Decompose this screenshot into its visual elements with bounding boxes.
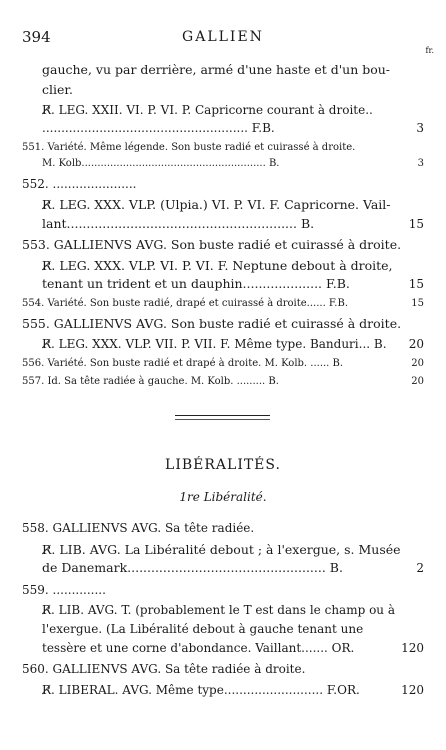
text-line: lant.......................................................... B. 15 [42, 216, 424, 231]
text-line: 558. GALLIENVS AVG. Sa tête radiée. [22, 521, 255, 535]
text-line: R̸. LEG. XXX. VLP. VII. P. VII. F. Même type. Banduri... B. 20 [42, 337, 424, 351]
text-line: ...................................................... F.B. 3 [42, 121, 424, 135]
text-line: 557. Id. Sa tête radiée à gauche. M. Kolb. ......... B. 20 [22, 376, 424, 387]
text-line: 553. GALLIENVS AVG. Son buste radié et cuirassé à droite. [22, 237, 402, 252]
section-subtitle: 1re Libéralité. [179, 490, 267, 504]
text-line: de Danemark.................................................. B. 2 [42, 560, 424, 575]
text-line: tenant un trident et un dauphin.................... F.B. 15 [42, 276, 424, 291]
text-line: gauche, vu par derrière, armé d'une haste et d'un bou- [42, 62, 391, 77]
section-title: LIBÉRALITÉS. [165, 457, 281, 473]
text-line: 551. Variété. Même légende. Son buste radié et cuirassé à droite. [22, 142, 356, 153]
running-head: GALLIEN [182, 29, 264, 45]
separator-rule [175, 415, 270, 416]
text-line: R̸. LEG. XXX. VLP. VI. P. VI. F. Neptune debout à droite, [42, 258, 393, 273]
text-line: R̸. LIB. AVG. La Libéralité debout ; à l'exergue, s. Musée [42, 542, 401, 557]
text-line: 560. GALLIENVS AVG. Sa tête radiée à droite. [22, 662, 306, 676]
text-line: 552. ...................... [22, 177, 137, 191]
text-line: R̸. LIBERAL. AVG. Même type.......................... F.OR. 120 [42, 683, 424, 697]
text-line: 559. .............. [22, 583, 106, 597]
column-head: fr. [425, 46, 434, 55]
text-line: 554. Variété. Son buste radié, drapé et cuirassé à droite...... F.B. 15 [22, 298, 424, 309]
separator-rule [175, 419, 270, 420]
text-line: clier. [42, 82, 73, 97]
text-line: R̸. LIB. AVG. T. (probablement le T est dans le champ ou à [42, 603, 395, 617]
text-line: l'exergue. (La Libéralité debout à gauche tenant une [42, 622, 364, 636]
text-line: 555. GALLIENVS AVG. Son buste radié et cuirassé à droite. [22, 316, 402, 331]
text-line: 556. Variété. Son buste radié et drapé à droite. M. Kolb. ...... B. 20 [22, 358, 424, 369]
page-number: 394 [22, 28, 51, 46]
text-line: R̸. LEG. XXX. VLP. (Ulpia.) VI. P. VI. F. Capricorne. Vail- [42, 197, 391, 212]
text-line: R̸. LEG. XXII. VI. P. VI. P. Capricorne courant à droite.. [42, 103, 373, 117]
text-line: tessère et une corne d'abondance. Vaillant....... OR. 120 [42, 641, 424, 655]
text-line: M. Kolb.......................................................... B. 3 [42, 158, 424, 169]
